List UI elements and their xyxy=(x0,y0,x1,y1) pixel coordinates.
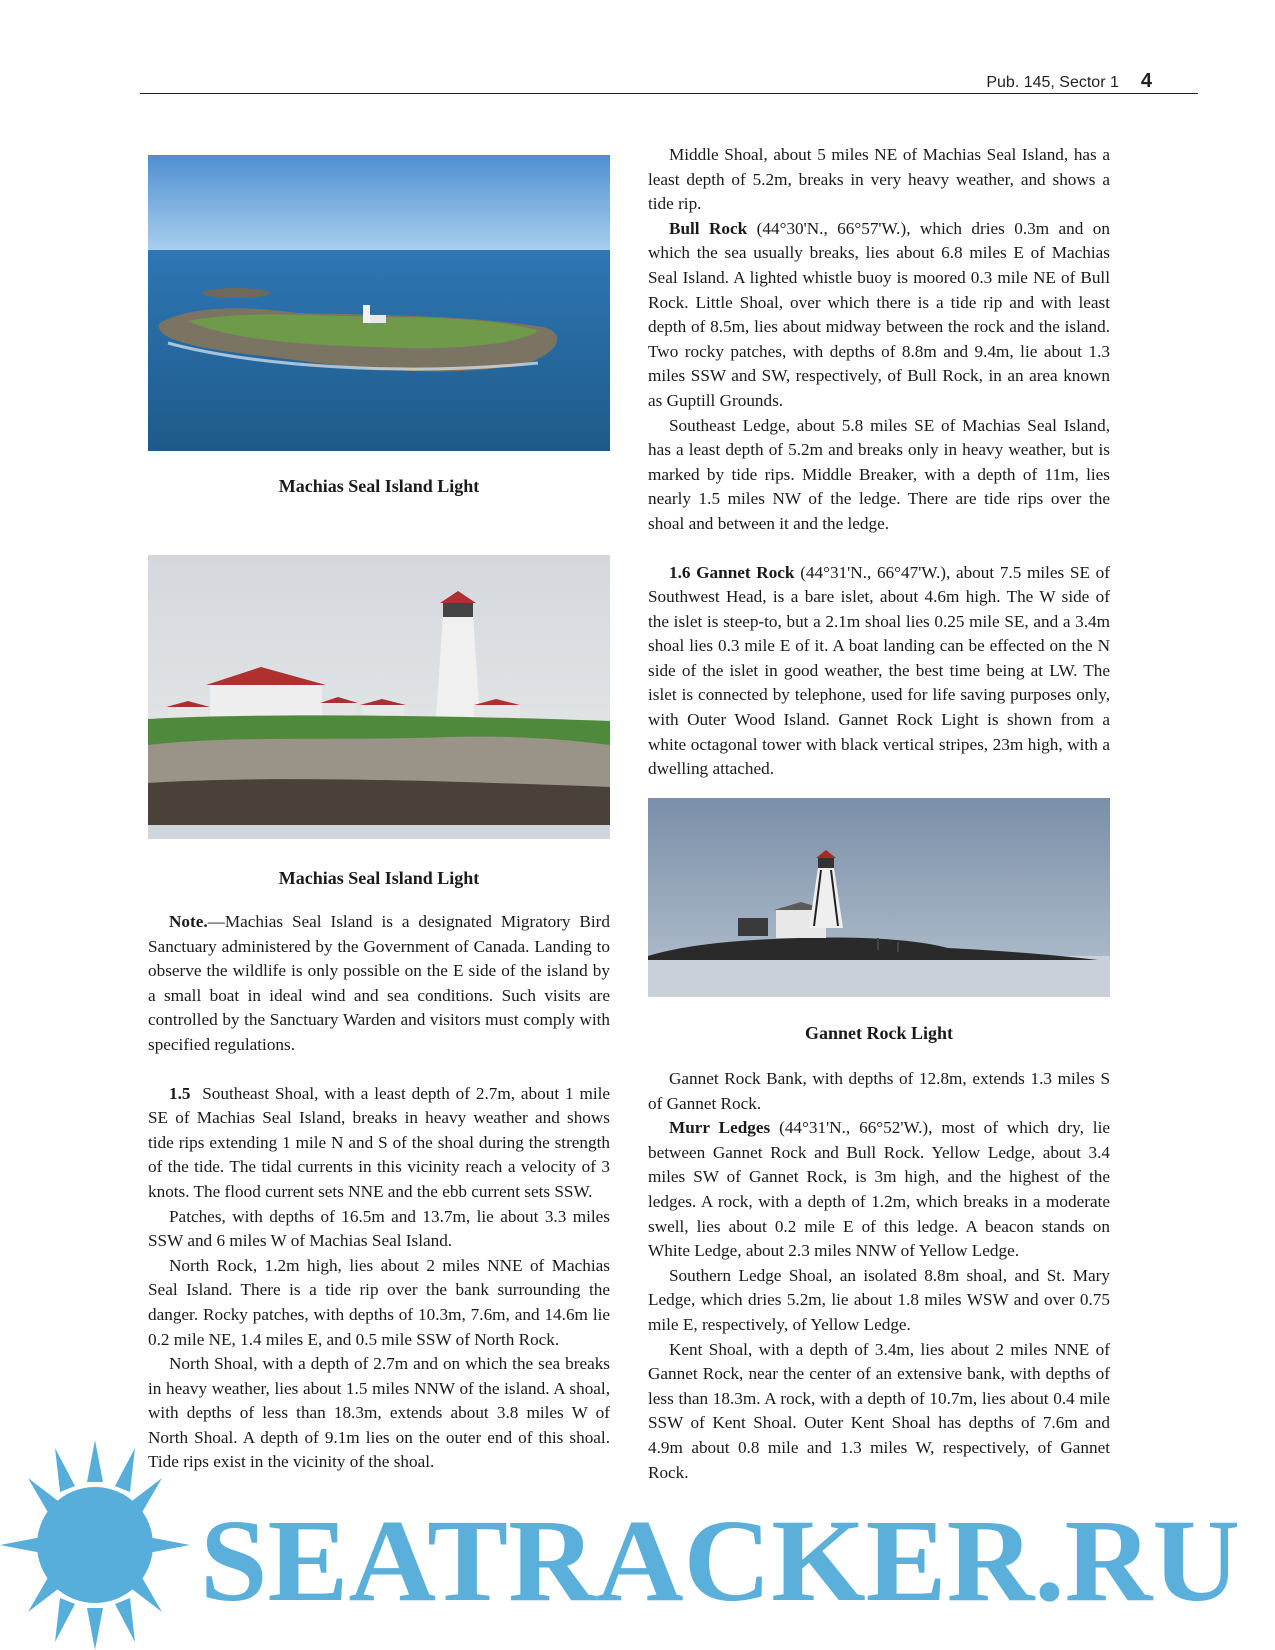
section-1-5-paragraph xyxy=(148,1082,610,1205)
running-head xyxy=(986,70,1152,93)
watermark-text: SEATRACKER.RU xyxy=(200,1495,1240,1626)
photo-gannet-rock xyxy=(648,798,1110,997)
middle-shoal-paragraph: Middle Shoal, about 5 miles NE of Machias Seal Island, has a least depth of 5.2m, breaks in very heavy weather, and shows a tide rip. xyxy=(648,145,1110,214)
section-number-1-5: 1.5 xyxy=(169,1083,191,1103)
note-label: Note. xyxy=(169,912,208,931)
section-1-6-text: (44°31'N., 66°47'W.), about 7.5 miles SE of Southwest Head, is a bare islet, about 4.6m high. The W side of the islet is steep-to, but a 2.1m shoal lies 0.25 mile SE, and a 3.4m shoal lies 0.3 mile E of it. A boat landing can be effected on the N side of the islet in good weather, the best time being at LW. The islet is connected by telephone, used for life saving purposes only, with Outer Wood Island. Gannet Rock Light is shown from a white octagonal tower with black vertical stripes, 23m high, with a dwelling attached. xyxy=(648,562,1110,779)
figure-caption-2: Machias Seal Island Light xyxy=(278,868,480,888)
gannet-bank-paragraph: Gannet Rock Bank, with depths of 12.8m, extends 1.3 miles S of Gannet Rock. xyxy=(648,1069,1110,1113)
bull-rock-paragraph xyxy=(648,217,1110,414)
southeast-ledge-paragraph: Southeast Ledge, about 5.8 miles SE of Machias Seal Island, has a least depth of 5.2m and breaks only in heavy weather, but is marked by tide rips. Middle Breaker, with a depth of 11m, lies nearly 1.5 miles NW of the ledge. There are tide rips over the shoal and between it and the ledge. xyxy=(648,415,1110,533)
note-paragraph xyxy=(148,910,610,1058)
page-number: 4 xyxy=(1140,70,1152,92)
photo-machias-lighthouse xyxy=(148,555,610,839)
murr-ledges-paragraph xyxy=(648,1116,1110,1264)
bull-rock-name: Bull Rock xyxy=(669,218,748,238)
bull-rock-text: (44°30'N., 66°57'W.), which dries 0.3m and on which the sea usually breaks, lies about 6.8 miles E of Machias Seal Island. A lighted whistle buoy is moored 0.3 mile NE of Bull Rock. Little Shoal, over which there is a tide rip and with least depth of 8.5m, lies about midway between the rock and the island. Two rocky patches, with depths of 8.8m and 9.4m, lie about 1.3 miles SSW and SW, respectively, of Bull Rock, in an area known as Guptill Grounds. xyxy=(648,218,1110,410)
section-1-5-text: Southeast Shoal, with a least depth of 2.7m, about 1 mile SE of Machias Seal Island, breaks in heavy weather and shows tide rips extending 1 mile N and S of the shoal during the strength of the tide. The tidal currents in this vicinity reach a velocity of 3 knots. The flood current sets NNE and the ebb current sets SSW. xyxy=(148,1083,610,1201)
sun-logo-icon xyxy=(0,1440,190,1650)
figure-caption-3: Gannet Rock Light xyxy=(804,1023,954,1043)
north-rock-paragraph: North Rock, 1.2m high, lies about 2 miles NNE of Machias Seal Island. There is a tide rip over the bank surrounding the danger. Rocky patches, with depths of 10.3m, 7.6m, and 14.6m lie 0.2 mile NE, 1.4 miles E, and 0.5 mile SSW of North Rock. xyxy=(148,1255,610,1349)
kent-shoal-paragraph: Kent Shoal, with a depth of 3.4m, lies about 2 miles NNE of Gannet Rock, near the center of an extensive bank, with depths of less than 18.3m. A rock, with a depth of 10.7m, lies about 0.4 mile SSW of Kent Shoal. Outer Kent Shoal has depths of 7.6m and 4.9m about 0.8 mile and 1.3 miles W, respectively, of Gannet Rock. xyxy=(648,1339,1110,1482)
watermark xyxy=(0,1430,1275,1650)
patches-paragraph: Patches, with depths of 16.5m and 13.7m, lie about 3.3 miles SSW and 6 miles W of Machias Seal Island. xyxy=(148,1206,610,1251)
murr-ledges-text: (44°31'N., 66°52'W.), most of which dry, lie between Gannet Rock and Bull Rock. Yellow Ledge, about 3.4 miles SW of Gannet Rock, is 3m high, and the highest of the ledges. A rock, with a depth of 1.2m, which breaks in a moderate swell, lies about 0.2 mile E of this ledge. A beacon stands on White Ledge, about 2.3 miles NNW of Yellow Ledge. xyxy=(648,1118,1110,1261)
photo-machias-aerial xyxy=(148,155,610,451)
north-shoal-paragraph: North Shoal, with a depth of 2.7m and on which the sea breaks in heavy weather, lies about 1.5 miles NNW of the island. A shoal, with depths of less than 18.3m, extends about 3.8 miles W of North Shoal. A depth of 9.1m lies on the outer end of this shoal. Tide rips exist in the vicinity of the shoal. xyxy=(148,1354,610,1472)
note-text: —Machias Seal Island is a designated Migratory Bird Sanctuary administered by the Government of Canada. Landing to observe the wildlife is only possible on the E side of the island by a small boat in ideal wind and sea conditions. Such visits are controlled by the Sanctuary Warden and visitors must comply with specified regulations. xyxy=(148,912,610,1054)
right-column-text-top xyxy=(648,143,1110,782)
left-column-text xyxy=(148,910,610,1475)
header-rule xyxy=(140,93,1198,94)
southern-ledge-paragraph: Southern Ledge Shoal, an isolated 8.8m shoal, and St. Mary Ledge, which dries 5.2m, lie about 1.8 miles WSW and over 0.75 mile E, respectively, of Yellow Ledge. xyxy=(648,1265,1110,1334)
publication-label: Pub. 145, Sector 1 xyxy=(986,74,1119,91)
section-1-6-label: 1.6 Gannet Rock xyxy=(669,562,795,582)
figure-caption-1: Machias Seal Island Light xyxy=(278,476,480,496)
section-1-6-paragraph xyxy=(648,561,1110,782)
right-column-text-bottom xyxy=(648,1067,1110,1485)
murr-ledges-name: Murr Ledges xyxy=(669,1118,771,1138)
